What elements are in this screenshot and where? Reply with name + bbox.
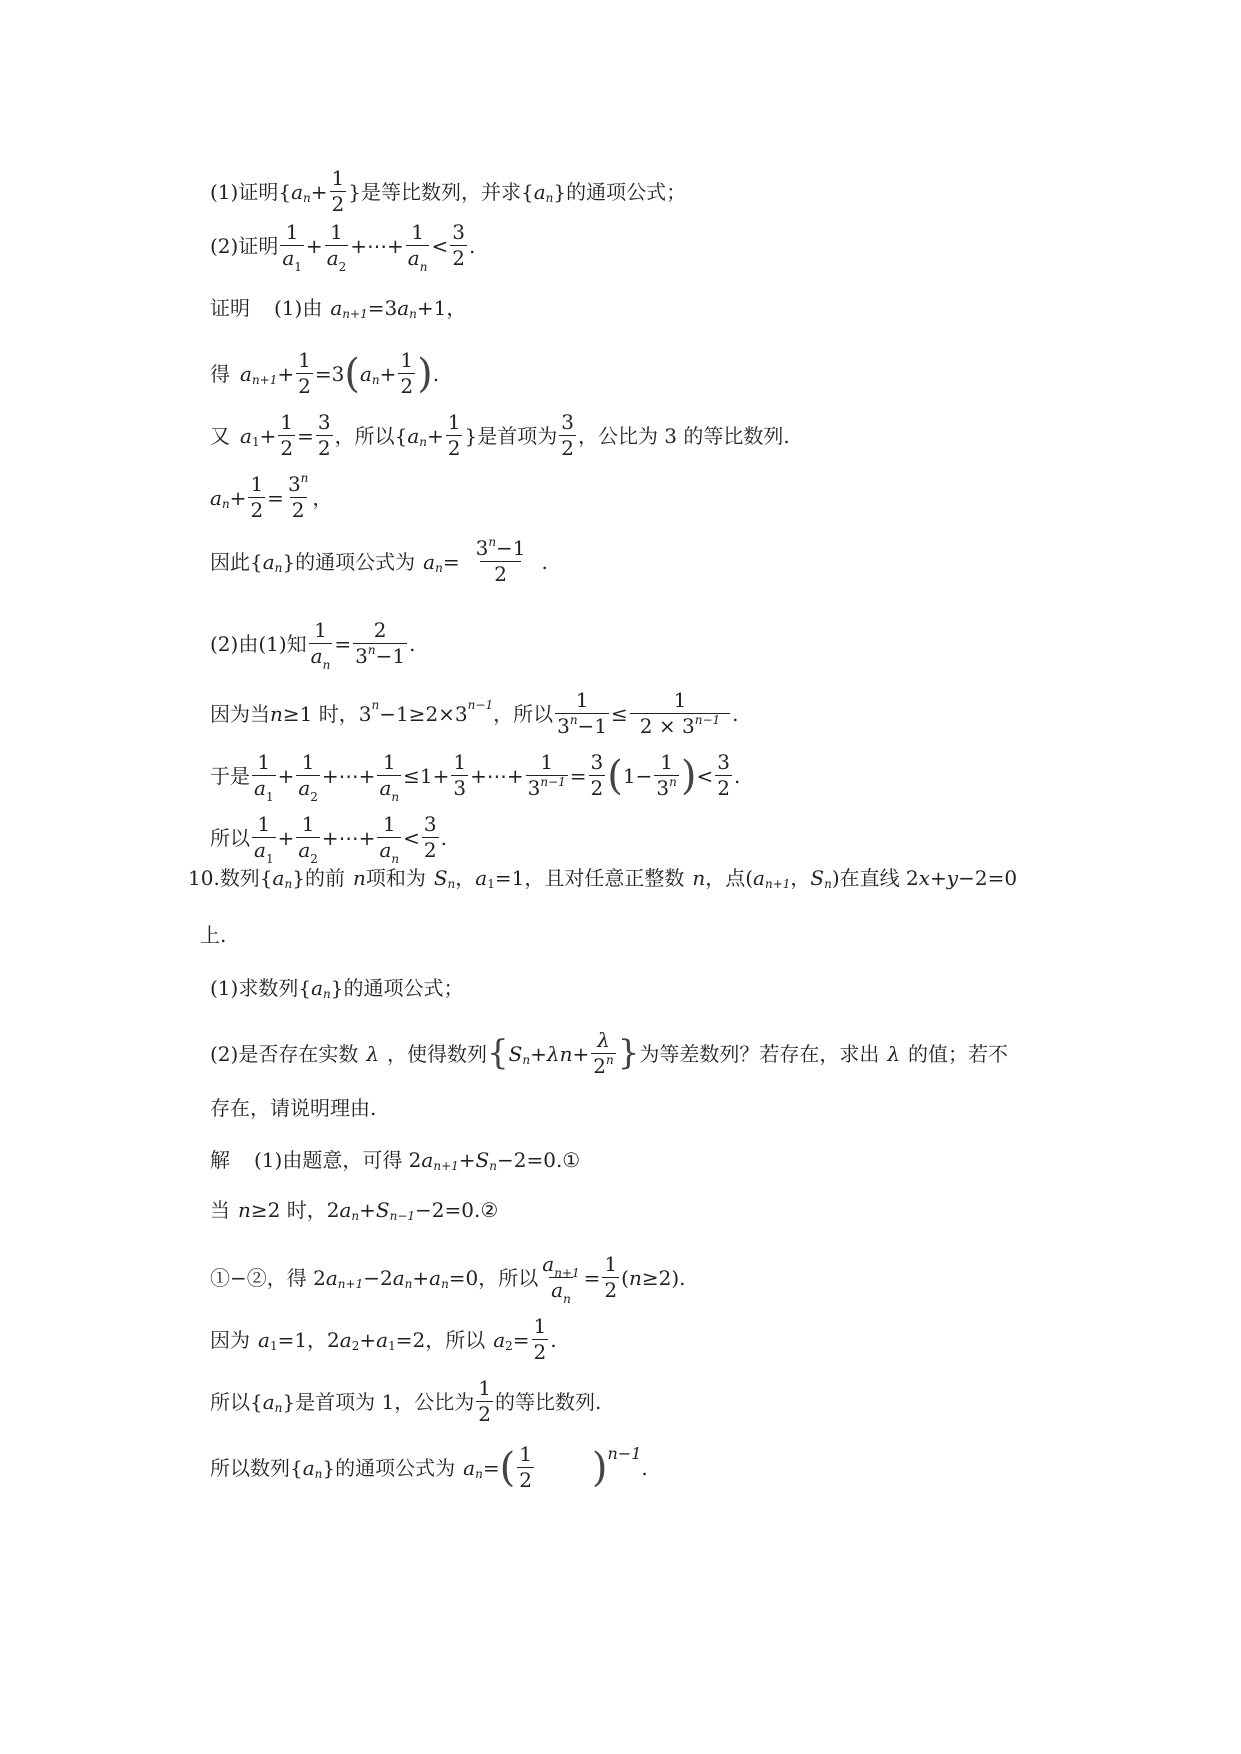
text: (1)由题意，可得 2 [254,1148,422,1172]
text: 因此{ [210,549,263,574]
text: −1≥2×3 [379,701,468,726]
text: ≤1+ [403,763,450,788]
text: (1)求数列{ [210,976,312,1000]
text: }是首项为 [464,423,558,448]
text: −2=0 [958,866,1018,890]
text: 上. [200,923,227,947]
solution-line-2: 当 n ≥2 时，2 a n + S n−1 −2=0.② [210,1198,499,1223]
text: (2)由(1)知 [210,631,307,656]
problem-10-line-1: 10. 数列{ a n }的前 n 项和为 S n ， a 1 =1， 且对任意正整数 n ，点( a n+1 ， S n )在直线 2 x + y −2=0 [188,866,1018,891]
text: 所以 [210,825,250,850]
text: =0，所以 [448,1265,539,1290]
solution-line-1: 解 (1)由题意，可得 2 a n+1 + S n −2=0.① [210,1148,581,1173]
proof-line-3: 又 a 1 + $\frac{1}{2}$ = $\frac{3}{2}$ ，所以{ a n + $\frac{1}{2}$ }是首项为 $\frac{3}{2}$ ，公比为 3 的等比数列. [210,410,790,460]
text: 所以数列{ [210,1455,303,1480]
solution-line-5: 所以{ a n }是首项为 1，公比为 $\frac{1}{2}$ 的等比数列. [210,1376,602,1426]
solution-line-6: 所以数列{ a n }的通项公式为 a n = ( $\frac{1}{2}$ ) n−1 . [210,1442,648,1492]
text: }的前 [292,866,345,890]
problem-10-part-2: (2)是否存在实数 λ ，使得数列 { S n + λ n + $\frac{\lambda}{2^n}$ } 为等差数列？若存在，求出 λ 的值；若不 [210,1028,1009,1078]
text: }是等比数列，并求{ [348,179,534,204]
proof-line-6: (2)由(1)知 $\frac{1}{a_n}$ = $\frac{2}{3^n-1}$ . [210,618,416,672]
text: 因为当 [210,701,270,726]
text: }的通项公式为 [322,1455,456,1480]
proof-line-2: 得 a n+1 + $\frac{1}{2}$ =3 ( a n + $\frac{1}{2}$ ) . [210,348,440,398]
text: =2，所以 [395,1327,486,1352]
solution-label: 解 [210,1148,230,1172]
text: 的值；若不 [908,1041,1009,1066]
proof-line-8: 于是 $\frac{1}{a_1}$ + $\frac{1}{a_2}$ +⋯+ $\frac{1}{a_n}$ ≤1+ $\frac{1}{3}$ +⋯+ $\frac{1}{3^{n-1}}$ = $\frac{3}{2}$ ( 1− $\frac{1}{3^n}$ ) < $\frac{3}{2}$ . [210,750,741,804]
text: }的通项公式； [553,179,687,204]
text: }的通项公式为 [282,549,416,574]
proof-line-7: 因为当 n ≥1 时， 3 n −1≥2×3 n−1 ，所以 $\frac{1}{3^n-1}$ ≤ $\frac{1}{2 \times 3^{n-1}}$ . [210,688,739,738]
proof-line-5: 因此{ a n }的通项公式为 a n = $\frac{3^n-1}{2}$ . [210,535,548,586]
text: 又 [210,423,230,448]
text: 为等差数列？若存在，求出 [639,1041,880,1066]
text: 于是 [210,763,250,788]
text: −2=0.② [415,1198,499,1222]
text: ≥2). [641,1265,686,1290]
proof-line-1: 证明 (1)由 a n+1 =3 a n +1， [210,296,467,321]
problem-number: 10. [188,866,220,890]
text: 数列{ [219,866,273,890]
problem-10-part-2-line-2 [210,1098,376,1118]
text: ≥1 时， [282,701,359,726]
text: +⋯+ [350,233,404,258]
text: 的等比数列. [494,1389,602,1414]
text: (1)证明{ [210,179,292,204]
text: 当 [210,1198,230,1222]
part-2-statement: (2)证明 $\frac{1}{a_1}$ + $\frac{1}{a_2}$ +⋯+ $\frac{1}{a_n}$ < $\frac{3}{2}$ . [210,220,476,274]
text: =1，2 [277,1327,340,1352]
text: 项和为 [365,866,426,890]
proof-label: 证明 [210,296,250,320]
text: (2)证明 [210,233,279,258]
text: 且对任意正整数 [544,866,685,890]
solution-line-3: ①−②，得 2 a n+1 −2 a n + a n =0，所以 $\frac{a_{n+1}}{a_n}$ = $\frac{1}{2}$ ( n ≥2). [210,1252,686,1306]
text: )在直线 2 [831,866,919,890]
text: ，所以{ [334,423,408,448]
text: (2)是否存在实数 [210,1041,359,1066]
problem-10-part-1: (1)求数列{ a n }的通项公式； [210,976,464,1001]
text: 所以{ [210,1389,263,1414]
text: 因为 [210,1327,250,1352]
text: }的通项公式； [330,976,464,1000]
text: ，点( [705,866,754,890]
text: ( [621,1265,629,1290]
text: ，使得数列 [387,1041,488,1066]
text: 得 [210,361,230,386]
text: }是首项为 1，公比为 [282,1389,475,1414]
text: ①−②，得 2 [210,1265,326,1290]
part-1-statement: (1)证明{ a n + $\frac{1}{2}$ }是等比数列，并求{ a n }的通项公式； [210,166,687,216]
text: 存在，请说明理由. [210,1096,377,1120]
text: ≥2 时，2 [250,1198,340,1222]
text: +⋯+ [470,763,524,788]
solution-line-4: 因为 a 1 =1，2 a 2 + a 1 =2，所以 a 2 = $\frac{1}{2}$ . [210,1314,557,1364]
text: ，所以 [493,701,554,726]
text: =3 [367,296,398,320]
proof-line-4: a n + $\frac{1}{2}$ = $\frac{3^n}{2}$ ， [210,471,333,522]
text: −2=0.① [496,1148,581,1172]
problem-10-line-2 [200,925,226,945]
proof-line-9: 所以 $\frac{1}{a_1}$ + $\frac{1}{a_2}$ +⋯+ $\frac{1}{a_n}$ < $\frac{3}{2}$ . [210,812,447,866]
text: ，公比为 3 的等比数列. [577,423,790,448]
text: (1)由 [274,296,323,320]
